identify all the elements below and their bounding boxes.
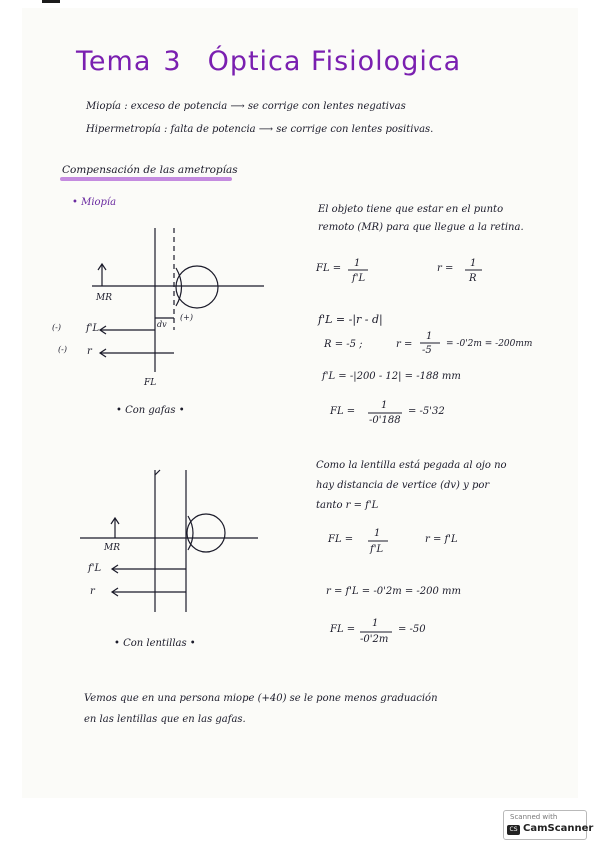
- f-calc: f'L = -|200 - 12| = -188 mm: [322, 371, 461, 382]
- bullet-miopia: • Miopía: [72, 197, 117, 208]
- r-def-den: R: [469, 273, 477, 284]
- conclusion-2: en las lentillas que en las gafas.: [84, 714, 246, 725]
- right1-text-2: remoto (MR) para que llegue a la retina.: [318, 222, 524, 233]
- section-subtitle: Compensación de las ametropías: [62, 164, 238, 176]
- d2-r: r: [90, 586, 95, 597]
- fl2-rhs: = -50: [398, 624, 426, 635]
- d2-caption: • Con lentillas •: [114, 638, 196, 649]
- r-calc-lhs: r =: [396, 339, 413, 350]
- right2-text-2: hay distancia de vertice (dv) y por: [316, 480, 490, 491]
- fl-def-num: 1: [354, 258, 361, 269]
- d1-mr: MR: [96, 293, 112, 303]
- d1-caption: • Con gafas •: [116, 405, 185, 416]
- fl-calc-num: 1: [381, 400, 388, 411]
- eye-circle-1: [176, 266, 218, 308]
- definition-hipermetropia: Hipermetropía : falta de potencia ⟶ se corrige con lentes positivas.: [86, 124, 434, 135]
- fl-def-lhs: FL =: [316, 263, 342, 274]
- definition-miopia: Miopía : exceso de potencia ⟶ se corrige con lentes negativas: [86, 101, 406, 112]
- d1-fl: FL: [144, 378, 157, 388]
- cornea-2: [188, 516, 193, 550]
- d1-dv: dv: [157, 320, 167, 329]
- fl-num: 1: [374, 528, 381, 539]
- d1-minus-2: (-): [58, 345, 67, 354]
- d1-minus-1: (-): [52, 323, 61, 332]
- r-calc-den: -5: [422, 345, 432, 356]
- r-value: R = -5 ;: [324, 339, 363, 350]
- fl-lhs: FL =: [328, 534, 354, 545]
- camscanner-logo-icon: CS: [507, 825, 520, 835]
- d1-plus: (+): [180, 313, 193, 322]
- d1-fprime: f'L: [86, 323, 100, 334]
- badge-top-text: Scanned with: [510, 813, 558, 821]
- title-number: 3: [163, 46, 182, 77]
- fl-def-den: f'L: [352, 273, 366, 284]
- title-tema: Tema: [76, 46, 152, 77]
- fl2-num: 1: [372, 618, 379, 629]
- r-def-lhs: r =: [437, 263, 454, 274]
- fl-calc-lhs: FL =: [330, 406, 356, 417]
- conclusion-1: Vemos que en una persona miope (+40) se le pone menos graduación: [84, 693, 438, 704]
- r-calc-num: 1: [426, 331, 433, 342]
- f-relation: f'L = -|r - d|: [318, 313, 383, 326]
- badge-name-text: CamScanner: [523, 823, 594, 834]
- r-value-2: r = f'L = -0'2m = -200 mm: [326, 586, 462, 597]
- right2-text-1: Como la lentilla está pegada al ojo no: [316, 460, 507, 471]
- fl-calc-rhs: = -5'32: [408, 406, 445, 417]
- fl-den: f'L: [370, 544, 384, 555]
- fl-calc-den: -0'188: [369, 415, 401, 426]
- r-eq: r = f'L: [425, 534, 458, 545]
- camscanner-badge: [503, 810, 594, 840]
- right1-text-1: El objeto tiene que estar en el punto: [318, 204, 504, 215]
- d2-mr: MR: [104, 543, 120, 553]
- d2-fprime: f'L: [88, 563, 102, 574]
- fl2-lhs: FL =: [330, 624, 356, 635]
- title-name: Óptica Fisiologica: [207, 46, 462, 77]
- r-def-num: 1: [470, 258, 477, 269]
- r-calc-rhs: = -0'2m = -200mm: [446, 339, 533, 349]
- fl2-den: -0'2m: [360, 634, 389, 645]
- right2-text-3: tanto r = f'L: [316, 500, 379, 511]
- d1-r: r: [87, 346, 92, 357]
